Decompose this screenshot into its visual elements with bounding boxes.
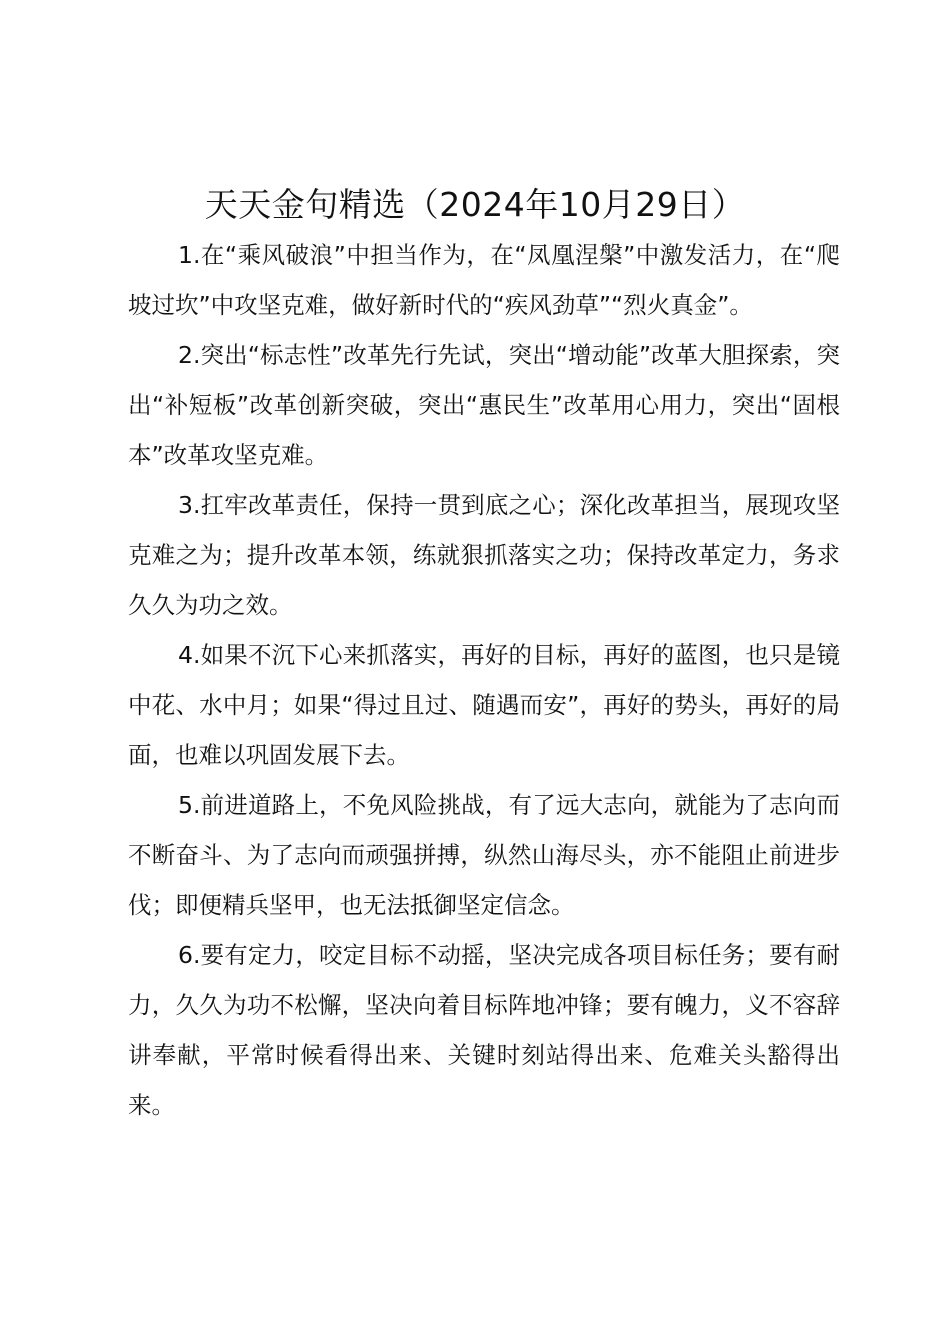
document-title: 天天金句精选（2024年10月29日） [204, 185, 746, 224]
paragraph-6: 6.要有定力，咬定目标不动摇，坚决完成各项目标任务；要有耐力，久久为功不松懈，坚决向着目标阵地冲锋；要有魄力，义不容辞讲奉献，平常时候看得出来、关键时刻站得出来、危难关头豁得出来。 [128, 941, 840, 1119]
paragraph-5: 5.前进道路上，不免风险挑战，有了远大志向，就能为了志向而不断奋斗、为了志向而顽强拼搏，纵然山海尽头，亦不能阻止前进步伐；即便精兵坚甲，也无法抵御坚定信念。 [128, 791, 840, 919]
paragraph-3: 3.扛牢改革责任，保持一贯到底之心；深化改革担当，展现攻坚克难之为；提升改革本领，练就狠抓落实之功；保持改革定力，务求久久为功之效。 [128, 491, 840, 619]
paragraph-4: 4.如果不沉下心来抓落实，再好的目标，再好的蓝图，也只是镜中花、水中月；如果“得过且过、随遇而安”，再好的势头，再好的局面，也难以巩固发展下去。 [128, 641, 840, 769]
document-body [128, 230, 840, 1130]
paragraph-1: 1.在“乘风破浪”中担当作为，在“凤凰涅槃”中激发活力，在“爬坡过坎”中攻坚克难，做好新时代的“疾风劲草”“烈火真金”。 [128, 241, 840, 319]
paragraph-2: 2.突出“标志性”改革先行先试，突出“增动能”改革大胆探索，突出“补短板”改革创新突破，突出“惠民生”改革用心用力，突出“固根本”改革攻坚克难。 [128, 341, 840, 469]
